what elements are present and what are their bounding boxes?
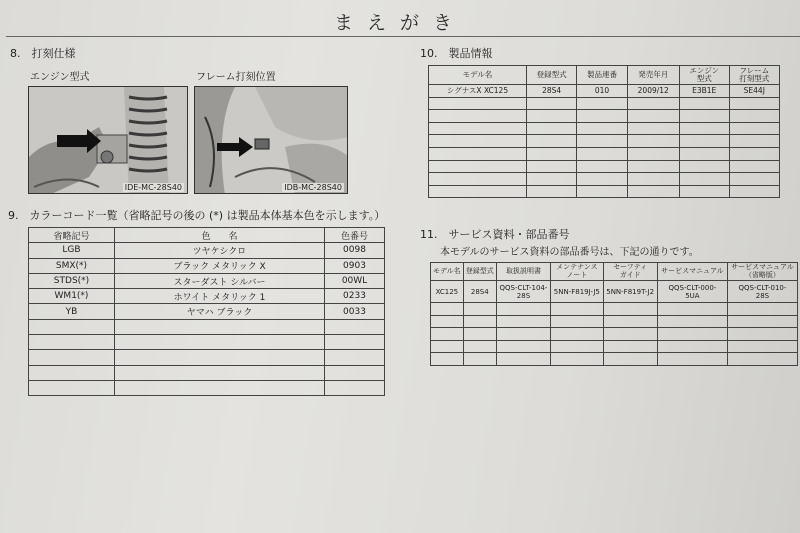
table-cell: 5NN-F819J-J5 — [551, 281, 603, 303]
table-cell — [526, 97, 576, 110]
table-cell: SE44J — [729, 85, 779, 98]
table-row — [431, 340, 798, 353]
table-cell — [679, 185, 729, 198]
table-cell — [729, 147, 779, 160]
title-divider — [6, 36, 800, 37]
section-10-heading: 10. 製品情報 — [420, 47, 493, 60]
table-cell — [325, 335, 385, 350]
page-title: まえがき — [333, 12, 466, 34]
table-cell — [115, 380, 325, 395]
table-cell — [496, 328, 550, 341]
table-cell: 0098 — [325, 243, 385, 258]
table-cell: QQS-CLT-000- 5UA — [657, 281, 727, 303]
table-cell: E3B1E — [679, 85, 729, 98]
table-cell: 28S4 — [463, 281, 496, 303]
table-row — [429, 135, 780, 148]
table-row — [429, 147, 780, 160]
column-header: モデル名 — [431, 263, 464, 281]
table-cell — [325, 319, 385, 334]
table-cell — [526, 110, 576, 123]
column-header: 登録型式 — [526, 66, 576, 85]
table-cell — [577, 135, 627, 148]
table-cell — [679, 147, 729, 160]
table-cell — [431, 340, 464, 353]
engine-model-label: エンジン型式 — [30, 72, 90, 83]
table-cell — [551, 303, 603, 316]
table-cell — [526, 122, 576, 135]
service-note: 本モデルのサービス資料の部品番号は、下記の通りです。 — [440, 247, 699, 258]
table-cell — [429, 122, 527, 135]
table-row — [429, 160, 780, 173]
table-cell — [463, 353, 496, 366]
column-header: 取扱説明書 — [496, 263, 550, 281]
table-row — [431, 281, 798, 303]
column-header: 発売年月 — [627, 66, 679, 85]
table-cell — [577, 122, 627, 135]
section-11-heading: 11. サービス資料・部品番号 — [420, 228, 570, 241]
table-cell — [431, 303, 464, 316]
table-row — [431, 303, 798, 316]
column-header: 色 名 — [115, 228, 325, 243]
table-row — [431, 315, 798, 328]
table-cell: XC125 — [431, 281, 464, 303]
table-cell — [526, 173, 576, 186]
table-cell — [627, 160, 679, 173]
table-cell: シグナスX XC125 — [429, 85, 527, 98]
table-cell — [679, 97, 729, 110]
service-docs-table — [430, 262, 798, 366]
table-cell: ホワイト メタリック 1 — [115, 289, 325, 304]
table-cell — [29, 365, 115, 380]
table-cell — [603, 315, 657, 328]
table-cell — [727, 328, 797, 341]
engine-stamp-photo — [28, 86, 188, 194]
table-cell — [727, 353, 797, 366]
table-cell — [463, 303, 496, 316]
column-header: モデル名 — [429, 66, 527, 85]
color-code-table — [28, 227, 385, 396]
engine-illustration — [29, 87, 188, 194]
table-cell — [627, 122, 679, 135]
table-cell — [115, 319, 325, 334]
table-cell — [577, 160, 627, 173]
table-cell: 0903 — [325, 258, 385, 273]
table-cell — [496, 303, 550, 316]
table-cell — [429, 185, 527, 198]
table-cell — [577, 97, 627, 110]
table-row — [431, 353, 798, 366]
table-cell — [577, 110, 627, 123]
table-cell — [29, 380, 115, 395]
table-cell: SMX(*) — [29, 258, 115, 273]
table-cell — [577, 147, 627, 160]
table-row — [29, 335, 385, 350]
frame-stamp-label: フレーム打刻位置 — [196, 72, 276, 83]
table-cell — [325, 350, 385, 365]
table-cell — [729, 97, 779, 110]
table-cell: 00WL — [325, 273, 385, 288]
table-cell — [729, 173, 779, 186]
table-row — [429, 110, 780, 123]
table-cell: 0033 — [325, 304, 385, 319]
frame-stamp-photo — [194, 86, 348, 194]
table-cell — [603, 328, 657, 341]
table-cell — [729, 122, 779, 135]
table-cell — [431, 315, 464, 328]
table-cell — [429, 173, 527, 186]
column-header: サービスマニュアル — [657, 263, 727, 281]
table-row — [429, 173, 780, 186]
table-cell: QQS-CLT-010- 28S — [727, 281, 797, 303]
table-cell — [727, 303, 797, 316]
table-cell: スターダスト シルバー — [115, 273, 325, 288]
table-row — [29, 304, 385, 319]
table-cell — [29, 350, 115, 365]
table-cell — [551, 353, 603, 366]
table-cell — [603, 303, 657, 316]
table-cell — [526, 160, 576, 173]
table-header-row — [429, 66, 780, 85]
table-cell — [657, 315, 727, 328]
table-row — [429, 122, 780, 135]
table-cell — [551, 315, 603, 328]
column-header: エンジン 型式 — [679, 66, 729, 85]
product-info-table — [428, 65, 780, 198]
table-row — [29, 258, 385, 273]
table-cell — [627, 147, 679, 160]
table-cell: YB — [29, 304, 115, 319]
table-cell — [496, 315, 550, 328]
table-row — [29, 380, 385, 395]
table-cell — [429, 147, 527, 160]
table-row — [29, 319, 385, 334]
table-cell — [551, 340, 603, 353]
table-cell — [496, 340, 550, 353]
table-cell — [679, 173, 729, 186]
table-cell — [627, 135, 679, 148]
table-row — [429, 97, 780, 110]
table-row — [429, 185, 780, 198]
table-cell — [729, 160, 779, 173]
table-cell: STDS(*) — [29, 273, 115, 288]
table-header-row — [29, 228, 385, 243]
table-row — [29, 365, 385, 380]
table-cell — [627, 110, 679, 123]
table-cell — [729, 135, 779, 148]
table-cell — [603, 353, 657, 366]
table-cell — [679, 160, 729, 173]
table-cell: ツヤケシクロ — [115, 243, 325, 258]
table-cell — [431, 328, 464, 341]
table-cell — [577, 185, 627, 198]
table-cell — [29, 319, 115, 334]
table-cell — [577, 173, 627, 186]
section-9-heading: 9. カラーコード一覧（省略記号の後の (*) は製品本体基本色を示します。） — [8, 209, 386, 222]
column-header: サービスマニュアル （省略版） — [727, 263, 797, 281]
table-cell: WM1(*) — [29, 289, 115, 304]
column-header: メンテナンス ノート — [551, 263, 603, 281]
table-row — [431, 328, 798, 341]
table-row — [29, 243, 385, 258]
table-cell — [657, 353, 727, 366]
table-cell — [727, 315, 797, 328]
table-cell — [729, 185, 779, 198]
table-cell — [429, 97, 527, 110]
column-header: 省略記号 — [29, 228, 115, 243]
table-row — [29, 350, 385, 365]
section-8-heading: 8. 打刻仕様 — [10, 47, 76, 60]
table-cell — [325, 365, 385, 380]
column-header: フレーム 打刻型式 — [729, 66, 779, 85]
table-cell: 2009/12 — [627, 85, 679, 98]
table-cell — [429, 110, 527, 123]
table-cell: QQS-CLT-104- 28S — [496, 281, 550, 303]
table-cell — [551, 328, 603, 341]
table-cell — [115, 335, 325, 350]
table-cell — [29, 335, 115, 350]
table-cell — [429, 160, 527, 173]
table-cell — [627, 173, 679, 186]
column-header: セーフティ ガイド — [603, 263, 657, 281]
table-cell — [657, 340, 727, 353]
table-cell: 010 — [577, 85, 627, 98]
table-cell — [463, 315, 496, 328]
column-header: 登録型式 — [463, 263, 496, 281]
table-cell: ブラック メタリック X — [115, 258, 325, 273]
table-cell — [496, 353, 550, 366]
table-cell — [603, 340, 657, 353]
table-cell — [526, 135, 576, 148]
frame-photo-caption: IDB-MC-28S40 — [284, 183, 342, 192]
table-cell — [679, 122, 729, 135]
table-cell — [526, 147, 576, 160]
table-row — [429, 85, 780, 98]
frame-illustration — [195, 87, 348, 194]
table-cell — [526, 185, 576, 198]
table-cell — [679, 135, 729, 148]
table-cell — [463, 340, 496, 353]
table-cell — [463, 328, 496, 341]
table-cell — [429, 135, 527, 148]
table-cell: ヤマハ ブラック — [115, 304, 325, 319]
table-cell — [627, 97, 679, 110]
table-cell — [325, 380, 385, 395]
table-cell: 5NN-F819T-J2 — [603, 281, 657, 303]
table-cell — [627, 185, 679, 198]
table-row — [29, 289, 385, 304]
table-cell — [727, 340, 797, 353]
table-row — [29, 273, 385, 288]
table-cell — [729, 110, 779, 123]
column-header: 色番号 — [325, 228, 385, 243]
table-cell — [431, 353, 464, 366]
table-cell: 0233 — [325, 289, 385, 304]
table-cell: 28S4 — [526, 85, 576, 98]
column-header: 製品連番 — [577, 66, 627, 85]
table-cell — [115, 365, 325, 380]
engine-photo-caption: IDE-MC-28S40 — [124, 183, 182, 192]
table-header-row — [431, 263, 798, 281]
table-cell — [115, 350, 325, 365]
table-cell — [657, 328, 727, 341]
table-cell — [679, 110, 729, 123]
table-cell — [657, 303, 727, 316]
table-cell: LGB — [29, 243, 115, 258]
